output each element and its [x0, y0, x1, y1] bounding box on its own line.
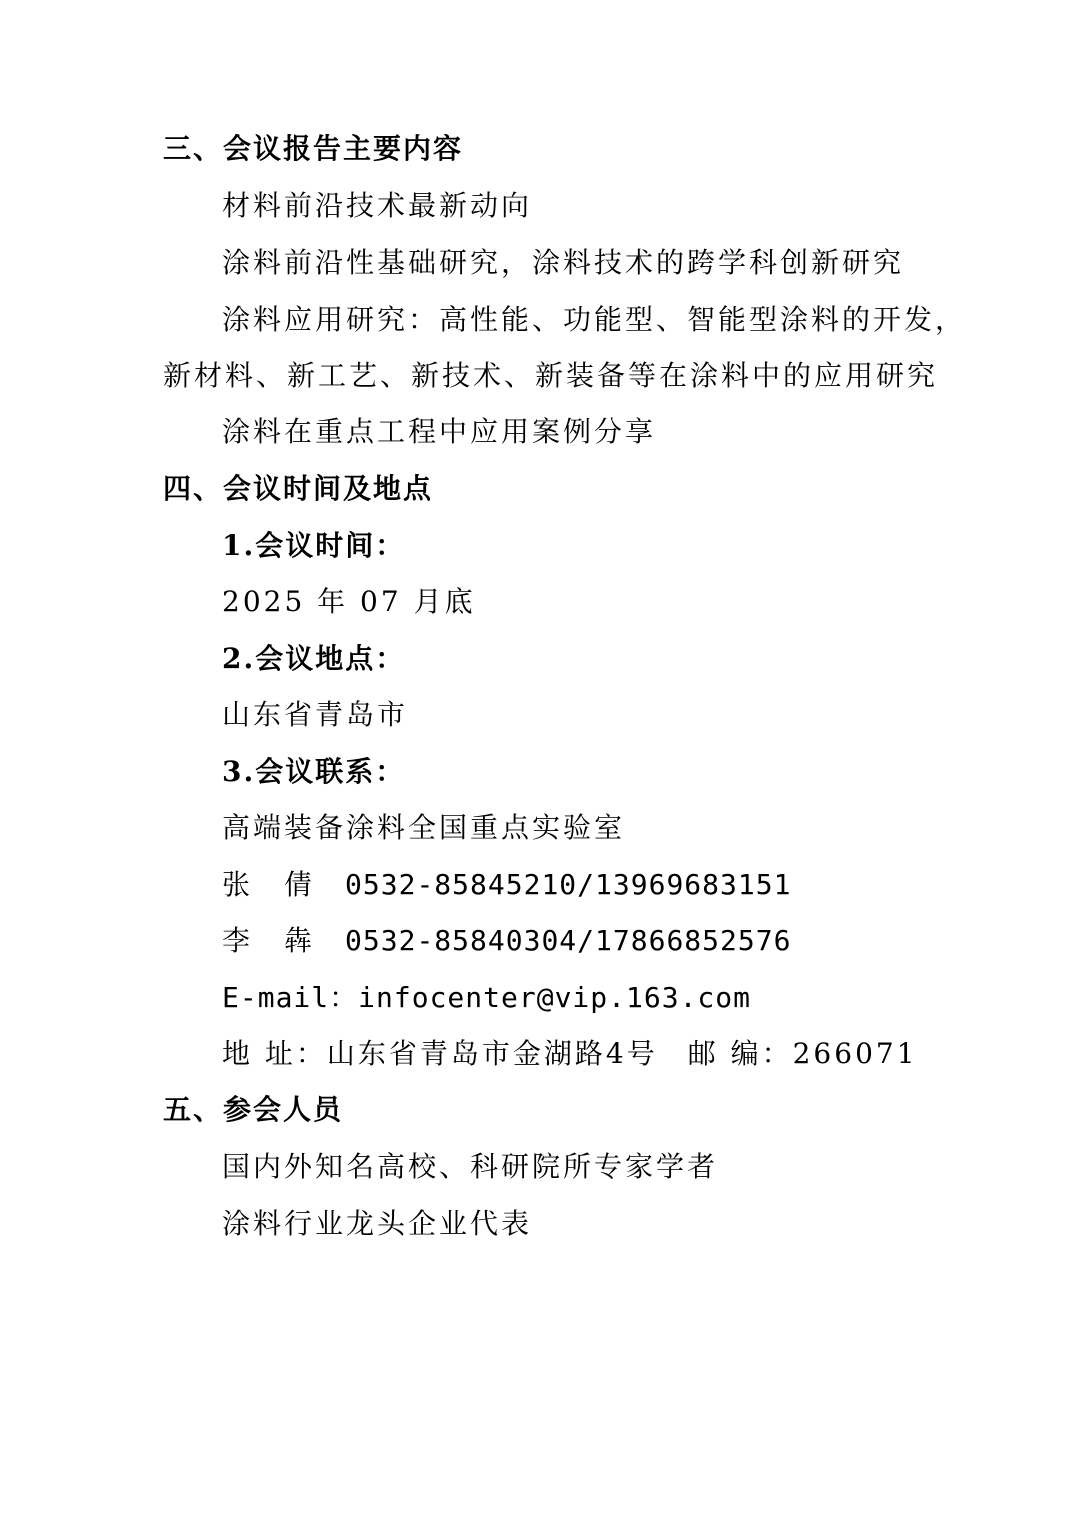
section-5-item-1: 国内外知名高校、科研院所专家学者 [222, 1150, 719, 1183]
meeting-time-label: 1.会议时间： [222, 529, 406, 562]
section-3-item-3: 涂料应用研究：高性能、功能型、智能型涂料的开发， [222, 303, 967, 336]
section-4-title: 四、会议时间及地点 [163, 472, 434, 505]
meeting-time-value: 2025 年 07 月底 [222, 585, 476, 618]
contact-organization: 高端装备涂料全国重点实验室 [222, 811, 626, 844]
section-3-item-4: 涂料在重点工程中应用案例分享 [222, 415, 657, 448]
section-5-item-2: 涂料行业龙头企业代表 [222, 1207, 533, 1240]
section-5-title: 五、参会人员 [163, 1093, 344, 1126]
contact-name: 李 犇 [222, 924, 316, 957]
address-row [222, 1034, 918, 1074]
meeting-place-label: 2.会议地点： [222, 642, 406, 675]
postcode: 邮 编：266071 [687, 1037, 918, 1070]
contact-phone: 0532-85845210/13969683151 [345, 868, 792, 901]
meeting-place-value: 山东省青岛市 [222, 698, 409, 731]
section-3-item-3-cont: 新材料、新工艺、新技术、新装备等在涂料中的应用研究 [163, 359, 939, 392]
meeting-contact-label: 3.会议联系： [222, 755, 406, 788]
section-3-title: 三、会议报告主要内容 [163, 132, 464, 165]
contact-row [222, 865, 791, 905]
contact-name: 张 倩 [222, 868, 316, 901]
contact-phone: 0532-85840304/17866852576 [345, 924, 792, 957]
section-3-item-1: 材料前沿技术最新动向 [222, 189, 533, 222]
contact-email: E-mail：infocenter@vip.163.com [222, 981, 752, 1014]
address: 地 址：山东省青岛市金湖路4号 [222, 1037, 658, 1070]
contact-row [222, 921, 791, 961]
section-3-item-2: 涂料前沿性基础研究，涂料技术的跨学科创新研究 [222, 246, 905, 279]
